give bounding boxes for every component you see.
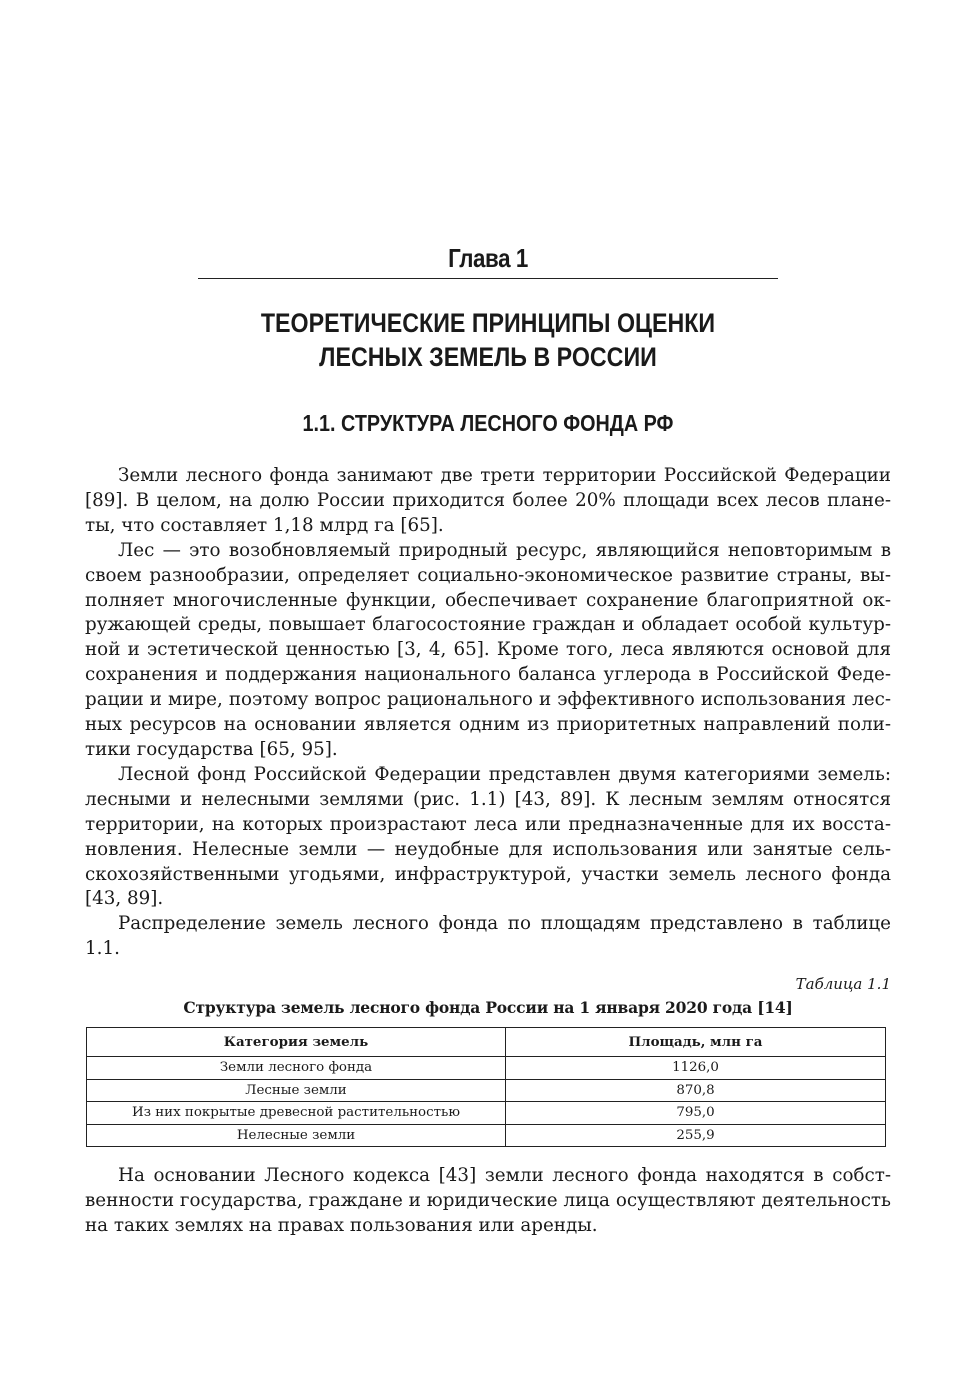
chapter-title <box>172 306 805 374</box>
table-cell-area: 870,8 <box>506 1079 886 1102</box>
chapter-title-line-1: ТЕОРЕТИЧЕСКИЕ ПРИНЦИПЫ ОЦЕНКИ <box>260 308 716 338</box>
paragraph-4: Распределение земель лесного фонда по площадям представлено в таблице 1.1. <box>85 913 891 960</box>
table-cell-category: Земли лесного фонда <box>87 1057 506 1080</box>
paragraph-1: Земли лесного фонда занимают две трети территории Российской Федерации [89]. В целом, на долю России приходится более 20% площади всех лесов планеты, что составляет 1,18 млрд га [65]. <box>85 465 891 536</box>
table-row <box>87 1079 886 1102</box>
column-header-category: Категория земель <box>87 1028 506 1057</box>
closing-text <box>85 1163 891 1238</box>
chapter-title-line-2: ЛЕСНЫХ ЗЕМЕЛЬ В РОССИИ <box>319 342 657 372</box>
chapter-label: Глава 1 <box>448 243 528 273</box>
paragraph-3: Лесной фонд Российской Федерации представлен двумя категориями земель: лесными и нелесными землями (рис. 1.1) [43, 89]. К лесным землям относятся территории, на которых произрастают леса или предназначенные для их восстановления. Нелесные земли — неудобные для использования или занятые сельскохозяйственными угодьями, инфраструктурой, участки земель лесного фонда [43, 89]. <box>85 763 891 910</box>
table-header-row <box>87 1028 886 1057</box>
table-cell-area: 795,0 <box>506 1102 886 1125</box>
land-structure-table <box>86 1027 886 1147</box>
table-caption: Таблица 1.1 <box>795 975 891 993</box>
table-title: Структура земель лесного фонда России на 1 января 2020 года [14] <box>183 998 793 1017</box>
section-title: 1.1. СТРУКТУРА ЛЕСНОГО ФОНДА РФ <box>302 410 674 436</box>
table-cell-category: Лесные земли <box>87 1079 506 1102</box>
paragraph-2: Лес — это возобновляемый природный ресурс, являющийся неповторимым в своем разнообразии, определяет социально-экономическое развитие страны, выполняет многочисленные функции, обеспечивает сохранение благоприятной окружающей среды, повышает благосостояние граждан и обладает особой культурной и эстетической ценностью [3, 4, 65]. Кроме того, леса являются основой для сохранения и поддержания национального баланса углерода в Российской Федерации и мире, поэтому вопрос рационального и эффективного использования лесных ресурсов на основании является одним из приоритетных направлений политики государства [65, 95]. <box>85 539 891 760</box>
body-text <box>85 464 891 962</box>
table-cell-category: Нелесные земли <box>87 1124 506 1147</box>
table-cell-area: 1126,0 <box>506 1057 886 1080</box>
chapter-divider <box>198 278 778 279</box>
table-row <box>87 1124 886 1147</box>
closing-paragraph: На основании Лесного кодекса [43] земли лесного фонда находятся в собственности государства, граждане и юридические лица осуществляют деятельность на таких землях на правах пользования или аренды. <box>85 1165 891 1236</box>
table-cell-category: Из них покрытые древесной растительностью <box>87 1102 506 1125</box>
table-cell-area: 255,9 <box>506 1124 886 1147</box>
table-row <box>87 1102 886 1125</box>
table-row <box>87 1057 886 1080</box>
column-header-area: Площадь, млн га <box>506 1028 886 1057</box>
